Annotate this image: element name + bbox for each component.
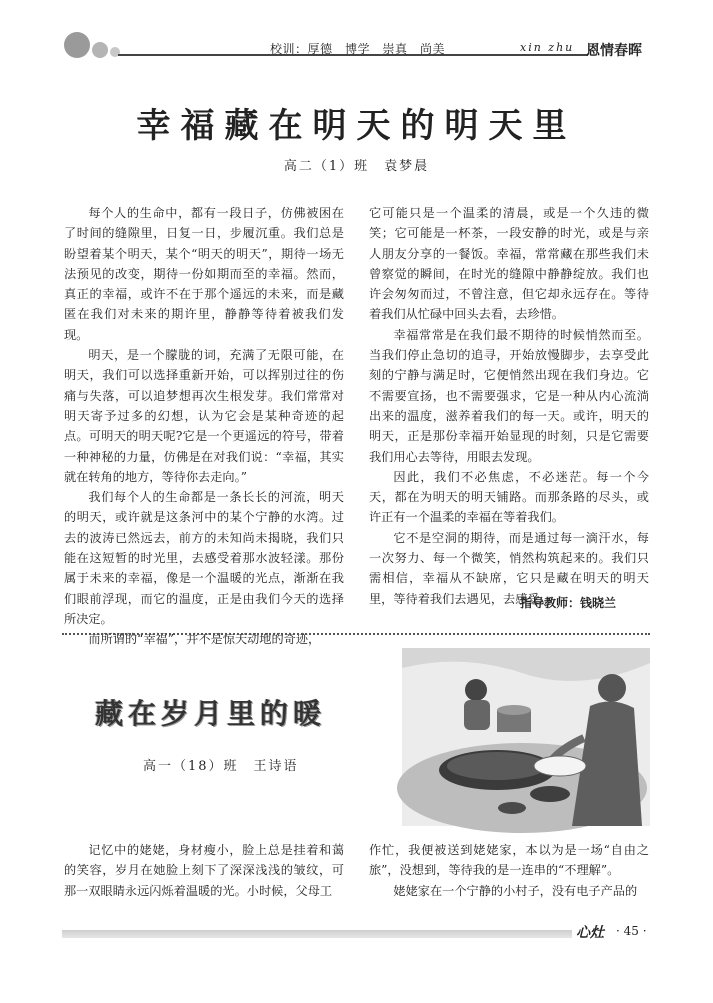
paragraph: 姥姥家在一个宁静的小村子，没有电子产品的 [393, 883, 638, 898]
column-name: 恩情春晖 [586, 43, 642, 59]
paragraph: 每个人的生命中，都有一段日子，仿佛被困在了时间的缝隙里，日复一日，步履沉重。我们总是盼望着某个明天，某个“明天的明天”，期待一场无法预见的改变，期待一份如期而至的幸福。然而，真正的幸福，或许不在于那个遥远的未来，而是藏匿在我们对未来的期许里，静静等待着被我们发现。 [64, 206, 344, 342]
kitchen-illustration [402, 648, 650, 826]
paragraph: 明天，是一个朦胧的词，充满了无限可能，在明天，我们可以选择重新开始，可以挥别过往的伤痛与失落，可以追梦想再次生根发芽。我们常常对明天寄予过多的幻想，认为它会是某种奇迹的起点。可明天的明天呢?它是一个更遥远的符号，带着一种神秘的力量，仿佛是在对我们说：“幸福，其实就在转角的地方，等待你去走向。” [64, 348, 344, 484]
paragraph: 它可能只是一个温柔的清晨，或是一个久违的微笑；它可能是一杯茶，一段安静的时光，或是与亲人朋友分享的一餐饭。幸福，常常藏在那些我们未曾察觉的瞬间，在时光的缝隙中静静绽放。我们也许会匆匆而过，不曾注意，但它却永远存在。等待着我们从忙碌中回头去看，去珍惜。 [369, 206, 649, 322]
paragraph: 而所谓的“幸福”，并不是惊天动地的奇迹， [88, 632, 321, 647]
article2-column-left [64, 840, 344, 902]
paragraph: 作忙，我便被送到姥姥家，本以为是一场“自由之旅”，没想到，等待我的是一连串的“不理解”。 [369, 843, 649, 878]
paragraph: 幸福常常是在我们最不期待的时候悄然而至。当我们停止急切的追寻，开始放慢脚步，去享受此刻的宁静与满足时，它便悄然出现在我们身边。它不需要宣扬，也不需要强求，它是一种从内心流淌出来的温度，滋养着我们的每一天。或许，明天的明天，正是那份幸福开始显现的时刻，只是它需要我们用心去等待，用眼去发现。 [369, 327, 649, 464]
advisor-teacher: 指导教师：钱晓兰 [520, 596, 617, 610]
grandmother-cooking-picture [402, 648, 650, 826]
article2-author: 高一（18）班 王诗语 [143, 759, 299, 774]
paragraph: 记忆中的姥姥，身材瘦小，脸上总是挂着和蔼的笑容，岁月在她脸上刻下了深深浅浅的皱纹，可那一双眼睛永远闪烁着温暖的光。小时候，父母工 [64, 843, 344, 898]
column-pinyin: xin zhu [520, 41, 575, 54]
article2-title: 藏在岁月里的暖 [95, 697, 327, 730]
footer-bar [62, 930, 572, 938]
paragraph: 我们每个人的生命都是一条长长的河流，明天的明天，或许就是这条河中的某个宁静的水湾。过去的波涛已然远去，前方的未知尚未揭晓，我们只能在这短暂的时光里，去感受着那水波轻漾。那份属于未来的幸福，像是一个温暖的光点，渐渐在我们眼前浮现，而它的温度，正是由我们今天的选择所决定。 [64, 490, 344, 626]
article1-author: 高二（1）班 袁梦晨 [283, 159, 430, 174]
paragraph: 它不是空洞的期待，而是通过每一滴汗水，每一次努力、每一个微笑，悄然构筑起来的。我们只需相信，幸福从不缺席，它只是藏在明天的明天里，等待着我们去遇见，去感受。 [369, 530, 649, 606]
page-number: · 45 · [616, 924, 647, 938]
article1-title: 幸福藏在明天的明天里 [136, 106, 577, 146]
paragraph: 因此，我们不必焦虑，不必迷茫。每一个今天，都在为明天的明天铺路。而那条路的尽头，或许正有一个温柔的幸福在等着我们。 [369, 469, 649, 525]
section-divider [62, 633, 650, 635]
article1-column-left [64, 203, 344, 647]
article2-column-right [369, 840, 649, 902]
school-motto: 校训：厚德 博学 崇真 尚美 [270, 42, 446, 56]
magazine-name: 心灶 [576, 925, 604, 941]
